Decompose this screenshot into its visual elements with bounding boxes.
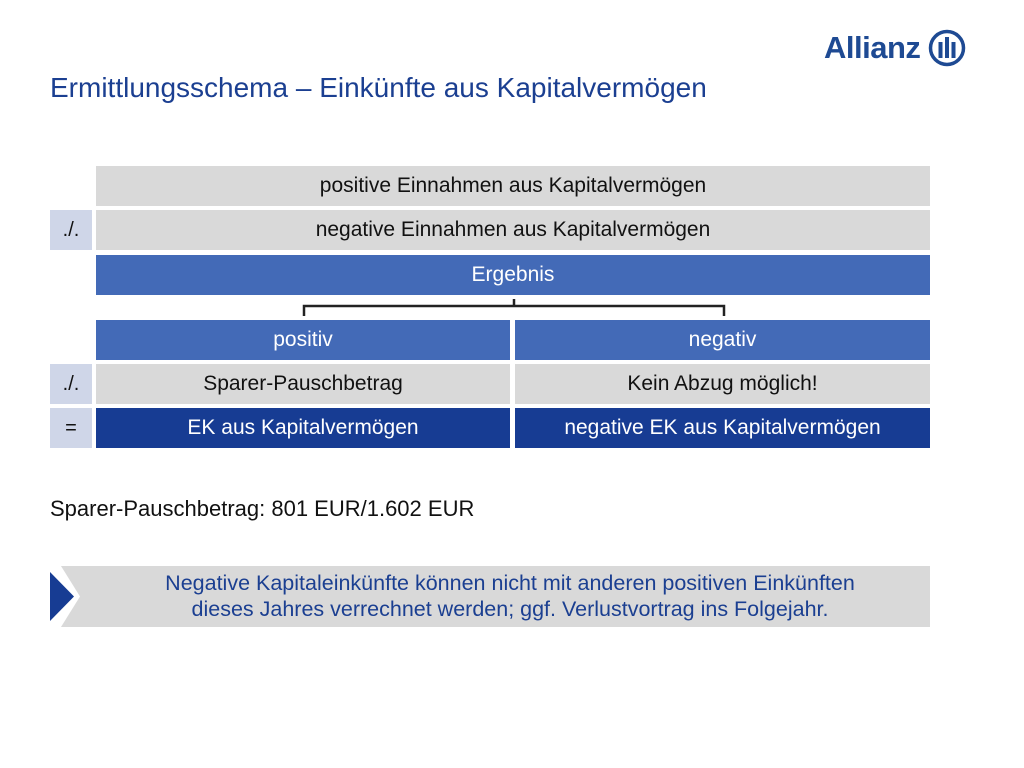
chevron-right-icon <box>50 566 82 627</box>
negative-income-box: negative Einnahmen aus Kapitalvermögen <box>96 210 930 250</box>
capital-income-box: EK aus Kapitalvermögen <box>96 408 510 448</box>
callout-text <box>98 566 922 627</box>
saver-allowance-box: Sparer-Pauschbetrag <box>96 364 510 404</box>
logo-text: Allianz <box>824 30 921 65</box>
page-title: Ermittlungsschema – Einkünfte aus Kapitalvermögen <box>50 72 707 103</box>
positive-income-box: positive Einnahmen aus Kapitalvermögen <box>96 166 930 206</box>
minus-operator: ./. <box>50 210 92 250</box>
result-box: Ergebnis <box>96 255 930 295</box>
branch-bracket <box>300 296 730 318</box>
callout-line-1: Negative Kapitaleinkünfte können nicht mit anderen positiven Einkünften <box>165 570 855 595</box>
equals-operator: = <box>50 408 92 448</box>
allianz-eagle-icon <box>928 29 966 67</box>
allowance-note: Sparer-Pauschbetrag: 801 EUR/1.602 EUR <box>50 496 475 521</box>
negative-capital-income-box: negative EK aus Kapitalvermögen <box>515 408 930 448</box>
positive-branch-box: positiv <box>96 320 510 360</box>
callout-line-2: dieses Jahres verrechnet werden; ggf. Verlustvortrag ins Folgejahr. <box>191 596 829 621</box>
no-deduction-box: Kein Abzug möglich! <box>515 364 930 404</box>
allianz-logo <box>824 28 966 68</box>
minus-operator-2: ./. <box>50 364 92 404</box>
loss-callout <box>50 566 930 627</box>
negative-branch-box: negativ <box>515 320 930 360</box>
